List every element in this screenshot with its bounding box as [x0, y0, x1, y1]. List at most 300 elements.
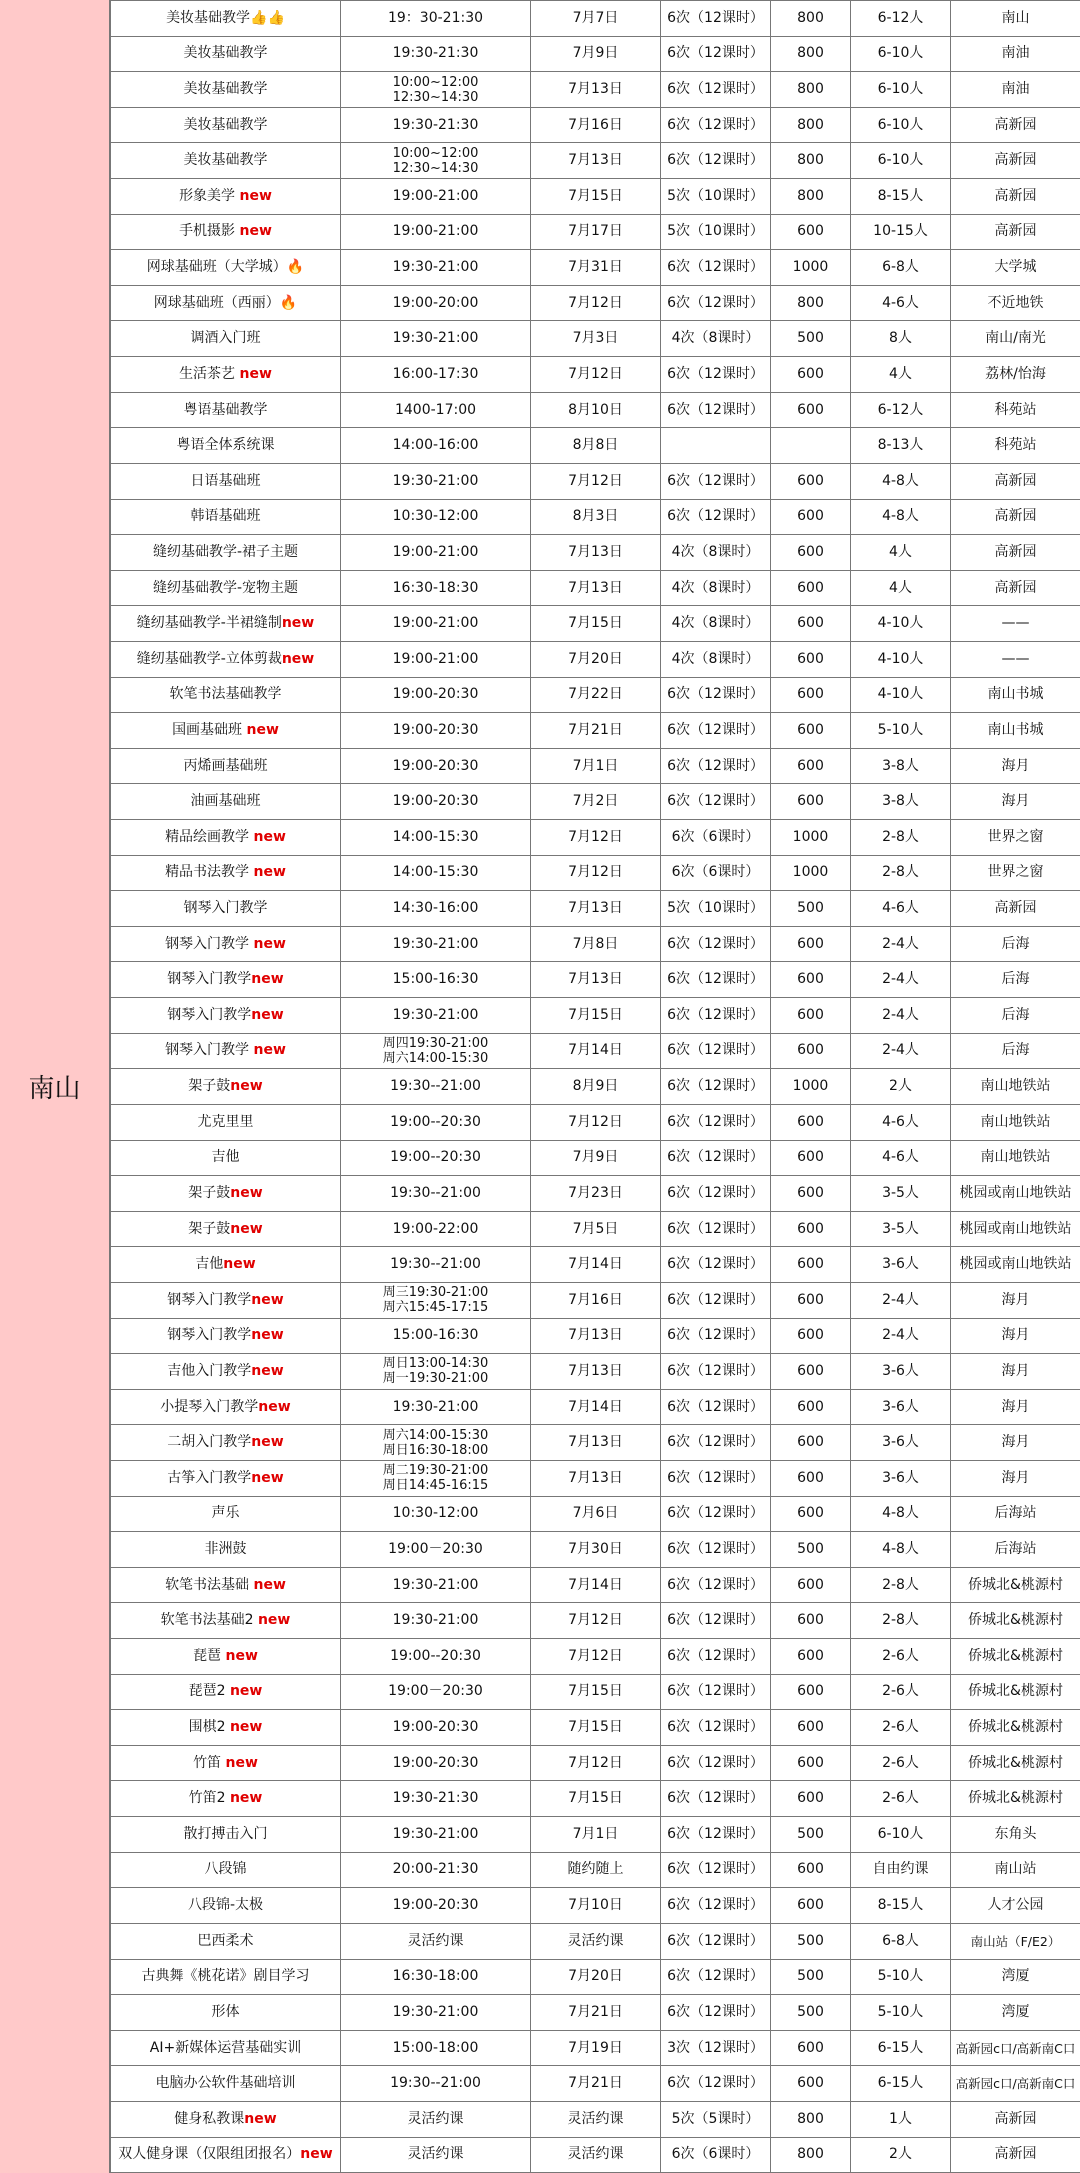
location-cell: 后海 [951, 926, 1080, 962]
course-name: 精品书法教学 [165, 864, 254, 881]
course-name-cell [111, 926, 341, 962]
time-cell [341, 641, 531, 677]
course-name-cell [111, 784, 341, 820]
price-cell: 600 [771, 1745, 851, 1781]
start-date-cell: 7月12日 [531, 1745, 661, 1781]
class-size-cell: 3-5人 [851, 1176, 951, 1212]
price-cell: 1000 [771, 855, 851, 891]
location-cell: 不近地铁 [951, 285, 1080, 321]
time-line: 16:30-18:30 [392, 579, 479, 596]
time-line: 19:00-20:30 [392, 757, 479, 774]
table-row [111, 179, 1080, 215]
price-cell: 600 [771, 1211, 851, 1247]
time-line: 16:30-18:00 [392, 1968, 479, 1985]
time-line: 19:30-21:30 [392, 1790, 479, 1807]
sessions-cell: 4次（8课时） [661, 321, 771, 357]
time-cell [341, 1995, 531, 2031]
course-name: 软笔书法基础2 [160, 1612, 258, 1629]
location-cell: 海月 [951, 1460, 1080, 1496]
class-size-cell: 3-6人 [851, 1460, 951, 1496]
thumbs-up-icon: 👍👍 [250, 9, 285, 26]
course-name-cell [111, 1959, 341, 1995]
sessions-cell: 6次（12课时） [661, 1140, 771, 1176]
sessions-cell: 4次（8课时） [661, 641, 771, 677]
new-tag: new [230, 1220, 263, 1237]
start-date-cell: 7月13日 [531, 143, 661, 179]
new-tag: new [257, 1612, 291, 1629]
class-size-cell: 6-8人 [851, 250, 951, 286]
time-cell [341, 321, 531, 357]
price-cell: 600 [771, 784, 851, 820]
table-row [111, 1995, 1080, 2031]
location-cell: 南油 [951, 36, 1080, 72]
price-cell: 500 [771, 1817, 851, 1853]
time-line: 周一19:30-21:00 [382, 1371, 489, 1387]
price-cell: 600 [771, 499, 851, 535]
table-row [111, 1282, 1080, 1318]
price-cell: 600 [771, 1603, 851, 1639]
course-name: 手机摄影 [179, 223, 240, 240]
class-size-cell: 5-10人 [851, 1959, 951, 1995]
course-name: 电脑办公软件基础培训 [155, 2075, 296, 2092]
location-cell: 高新园 [951, 463, 1080, 499]
course-name-cell [111, 1140, 341, 1176]
location-cell: 南山书城 [951, 713, 1080, 749]
course-name-cell [111, 1995, 341, 2031]
price-cell: 600 [771, 214, 851, 250]
sessions-cell: 6次（12课时） [661, 1425, 771, 1461]
class-size-cell: 6-10人 [851, 36, 951, 72]
time-cell [341, 677, 531, 713]
location-cell: 南山 [951, 1, 1080, 37]
new-tag: new [246, 721, 279, 738]
course-name-cell [111, 143, 341, 179]
start-date-cell: 7月13日 [531, 1425, 661, 1461]
location-cell: 侨城北&桃源村 [951, 1745, 1080, 1781]
time-cell [341, 357, 531, 393]
start-date-cell: 7月15日 [531, 1674, 661, 1710]
sessions-cell: 6次（12课时） [661, 1888, 771, 1924]
course-name: 竹笛2 [188, 1790, 230, 1807]
time-cell [341, 143, 531, 179]
time-line: 14:30-16:00 [392, 900, 479, 917]
table-row [111, 1, 1080, 37]
course-name-cell [111, 1069, 341, 1105]
time-cell [341, 179, 531, 215]
price-cell: 600 [771, 1389, 851, 1425]
location-cell: 高新园 [951, 179, 1080, 215]
sessions-cell: 6次（12课时） [661, 1567, 771, 1603]
price-cell: 800 [771, 107, 851, 143]
price-cell: 600 [771, 1781, 851, 1817]
course-name-cell [111, 1460, 341, 1496]
sessions-cell: 3次（12课时） [661, 2030, 771, 2066]
price-cell: 600 [771, 1852, 851, 1888]
time-line: 19:30-21:30 [392, 116, 479, 133]
time-cell [341, 107, 531, 143]
time-cell [341, 1817, 531, 1853]
new-tag: new [253, 1042, 286, 1059]
sessions-cell: 6次（6课时） [661, 855, 771, 891]
course-name: 双人健身课（仅限组团报名） [118, 2146, 301, 2163]
class-size-cell: 4-8人 [851, 1496, 951, 1532]
price-cell: 800 [771, 72, 851, 108]
time-line: 19:30-21:00 [392, 2003, 479, 2020]
time-line: 灵活约课 [407, 2110, 464, 2127]
course-name-cell [111, 463, 341, 499]
start-date-cell: 7月12日 [531, 855, 661, 891]
class-size-cell: 4-6人 [851, 285, 951, 321]
location-cell: 南山/南光 [951, 321, 1080, 357]
time-line: 15:00-16:30 [392, 1327, 479, 1344]
sessions-cell: 6次（12课时） [661, 2066, 771, 2102]
start-date-cell: 7月12日 [531, 357, 661, 393]
start-date-cell: 7月1日 [531, 1817, 661, 1853]
new-tag: new [258, 1398, 291, 1415]
class-size-cell: 6-10人 [851, 143, 951, 179]
class-size-cell: 2-4人 [851, 1282, 951, 1318]
course-name-cell [111, 321, 341, 357]
new-tag: new [251, 1469, 284, 1486]
time-cell [341, 1923, 531, 1959]
course-name: 软笔书法基础 [165, 1576, 254, 1593]
sessions-cell: 6次（12课时） [661, 285, 771, 321]
table-row [111, 2137, 1080, 2173]
course-name: AI+新媒体运营基础实训 [149, 2039, 302, 2056]
time-line: 19:00--20:30 [390, 1149, 481, 1166]
time-cell [341, 1959, 531, 1995]
location-cell: 高新园c口/高新南C口 [951, 2030, 1080, 2066]
location-cell: 东角头 [951, 1817, 1080, 1853]
table-row [111, 748, 1080, 784]
time-cell [341, 1852, 531, 1888]
price-cell: 600 [771, 998, 851, 1034]
course-name-cell [111, 1888, 341, 1924]
time-cell [341, 2030, 531, 2066]
price-cell: 1000 [771, 820, 851, 856]
location-cell: 南山书城 [951, 677, 1080, 713]
class-size-cell: 4-8人 [851, 499, 951, 535]
price-cell: 800 [771, 1, 851, 37]
price-cell: 600 [771, 677, 851, 713]
time-cell [341, 1745, 531, 1781]
start-date-cell: 7月16日 [531, 107, 661, 143]
start-date-cell: 7月13日 [531, 1460, 661, 1496]
location-cell: 高新园 [951, 499, 1080, 535]
time-line: 19:00-22:00 [392, 1220, 479, 1237]
class-size-cell: 6-12人 [851, 392, 951, 428]
sessions-cell: 6次（12课时） [661, 1995, 771, 2031]
sessions-cell: 4次（8课时） [661, 570, 771, 606]
time-line: 12:30~14:30 [392, 160, 479, 176]
class-size-cell: 3-6人 [851, 1425, 951, 1461]
time-cell [341, 926, 531, 962]
table-row [111, 641, 1080, 677]
course-name-cell [111, 998, 341, 1034]
start-date-cell: 7月12日 [531, 463, 661, 499]
table-row [111, 926, 1080, 962]
class-size-cell: 10-15人 [851, 214, 951, 250]
new-tag: new [253, 1576, 286, 1593]
sessions-cell: 6次（12课时） [661, 926, 771, 962]
location-cell: 侨城北&桃源村 [951, 1567, 1080, 1603]
new-tag: new [251, 1327, 284, 1344]
sessions-cell: 6次（6课时） [661, 2137, 771, 2173]
time-cell [341, 998, 531, 1034]
course-name-cell [111, 962, 341, 998]
location-cell: 高新园c口/高新南C口 [951, 2066, 1080, 2102]
class-size-cell: 4人 [851, 357, 951, 393]
location-cell: 南山站 [951, 1852, 1080, 1888]
location-cell: 高新园 [951, 2101, 1080, 2137]
table-row [111, 1104, 1080, 1140]
sessions-cell: 6次（12课时） [661, 143, 771, 179]
time-line: 20:00-21:30 [392, 1861, 479, 1878]
course-name-cell [111, 392, 341, 428]
class-size-cell: 8-15人 [851, 1888, 951, 1924]
time-cell [341, 1389, 531, 1425]
course-name: 巴西柔术 [197, 1932, 254, 1949]
class-size-cell: 4-8人 [851, 463, 951, 499]
sessions-cell: 5次（10课时） [661, 891, 771, 927]
location-cell: 侨城北&桃源村 [951, 1674, 1080, 1710]
new-tag: new [281, 615, 315, 632]
price-cell: 800 [771, 285, 851, 321]
course-name-cell [111, 36, 341, 72]
course-name: 健身私教课 [174, 2110, 245, 2127]
course-name-cell [111, 214, 341, 250]
time-line: 19:30--21:00 [390, 1256, 481, 1273]
class-size-cell: 6-8人 [851, 1923, 951, 1959]
table-row [111, 713, 1080, 749]
time-line: 19:00－20:30 [388, 1683, 483, 1700]
course-name: 美妆基础教学 [183, 116, 268, 133]
time-line: 灵活约课 [407, 2146, 464, 2163]
class-size-cell: 3-8人 [851, 784, 951, 820]
start-date-cell: 7月13日 [531, 570, 661, 606]
start-date-cell: 7月13日 [531, 1354, 661, 1390]
sessions-cell: 6次（12课时） [661, 1104, 771, 1140]
price-cell: 800 [771, 36, 851, 72]
course-name-cell [111, 1532, 341, 1568]
class-size-cell: 2-4人 [851, 1033, 951, 1069]
location-cell: 高新园 [951, 570, 1080, 606]
course-name: 钢琴入门教学 [183, 900, 268, 917]
time-line: 15:00-16:30 [392, 971, 479, 988]
sessions-cell: 6次（12课时） [661, 1211, 771, 1247]
class-size-cell: 2-4人 [851, 998, 951, 1034]
course-name: 钢琴入门教学 [165, 935, 254, 952]
class-size-cell: 4-6人 [851, 1104, 951, 1140]
price-cell: 600 [771, 1140, 851, 1176]
course-name: 调酒入门班 [190, 330, 261, 347]
course-name: 钢琴入门教学 [167, 1327, 252, 1344]
price-cell: 600 [771, 1176, 851, 1212]
sessions-cell: 6次（12课时） [661, 998, 771, 1034]
course-name: 非洲鼓 [204, 1541, 247, 1557]
table-row [111, 1603, 1080, 1639]
time-line: 19:00-20:30 [392, 1754, 479, 1771]
start-date-cell: 7月7日 [531, 1, 661, 37]
table-row [111, 214, 1080, 250]
fire-icon: 🔥 [286, 259, 305, 276]
table-row [111, 2066, 1080, 2102]
location-cell: 后海站 [951, 1532, 1080, 1568]
start-date-cell: 7月6日 [531, 1496, 661, 1532]
time-line: 14:00-15:30 [392, 828, 479, 845]
class-size-cell: 2-4人 [851, 962, 951, 998]
course-name-cell [111, 499, 341, 535]
class-size-cell: 4-6人 [851, 891, 951, 927]
time-line: 19:30-21:00 [392, 1398, 479, 1415]
start-date-cell: 7月14日 [531, 1247, 661, 1283]
course-name-cell [111, 891, 341, 927]
sessions-cell: 6次（12课时） [661, 748, 771, 784]
class-size-cell: 2-6人 [851, 1710, 951, 1746]
new-tag: new [253, 935, 286, 952]
start-date-cell: 7月13日 [531, 535, 661, 571]
time-line: 19:30-21:00 [392, 472, 479, 489]
start-date-cell: 7月13日 [531, 891, 661, 927]
course-name-cell [111, 1674, 341, 1710]
time-line: 周二19:30-21:00 [382, 1463, 489, 1479]
class-size-cell: 6-10人 [851, 1817, 951, 1853]
sessions-cell: 6次（12课时） [661, 1389, 771, 1425]
table-row [111, 2101, 1080, 2137]
location-cell: 后海 [951, 998, 1080, 1034]
new-tag: new [239, 223, 272, 240]
time-cell [341, 1354, 531, 1390]
sessions-cell: 6次（12课时） [661, 1282, 771, 1318]
price-cell: 600 [771, 1354, 851, 1390]
table-row [111, 1745, 1080, 1781]
course-name-cell [111, 1176, 341, 1212]
time-line: 周四19:30-21:00 [382, 1035, 489, 1051]
table-row [111, 1176, 1080, 1212]
location-cell: 海月 [951, 1354, 1080, 1390]
start-date-cell: 7月12日 [531, 820, 661, 856]
class-size-cell: 2-6人 [851, 1745, 951, 1781]
table-row [111, 1211, 1080, 1247]
course-name-cell [111, 1318, 341, 1354]
time-line: 19:30-21:00 [392, 259, 479, 276]
table-row [111, 285, 1080, 321]
course-name: 日语基础班 [190, 472, 261, 489]
location-cell: 后海站 [951, 1496, 1080, 1532]
price-cell: 600 [771, 1496, 851, 1532]
table-row [111, 1923, 1080, 1959]
sessions-cell: 6次（12课时） [661, 1817, 771, 1853]
course-name: 粤语全体系统课 [176, 437, 275, 454]
time-cell [341, 499, 531, 535]
location-cell: 海月 [951, 748, 1080, 784]
time-line: 10:30-12:00 [392, 508, 479, 525]
new-tag: new [229, 1790, 263, 1807]
start-date-cell: 7月21日 [531, 713, 661, 749]
course-name: 美妆基础教学 [166, 9, 251, 26]
time-line: 16:00-17:30 [392, 365, 479, 382]
class-size-cell: 8-13人 [851, 428, 951, 464]
table-row [111, 1069, 1080, 1105]
time-line: 19:00-20:30 [392, 1897, 479, 1914]
sessions-cell: 5次（5课时） [661, 2101, 771, 2137]
start-date-cell: 灵活约课 [531, 1923, 661, 1959]
time-cell [341, 1781, 531, 1817]
time-line: 19:30-21:00 [392, 1006, 479, 1023]
location-cell: 科苑站 [951, 428, 1080, 464]
sessions-cell: 6次（12课时） [661, 1532, 771, 1568]
location-cell: 人才公园 [951, 1888, 1080, 1924]
sessions-cell: 6次（12课时） [661, 1247, 771, 1283]
course-name-cell [111, 1781, 341, 1817]
table-row [111, 1532, 1080, 1568]
new-tag: new [253, 828, 286, 845]
table-row [111, 463, 1080, 499]
course-name: 琵琶 [193, 1647, 226, 1664]
course-name: 古筝入门教学 [167, 1469, 252, 1486]
table-row [111, 1318, 1080, 1354]
time-line: 19:30--21:00 [390, 1184, 481, 1201]
class-size-cell: 3-6人 [851, 1247, 951, 1283]
new-tag: new [251, 971, 284, 988]
time-line: 周三19:30-21:00 [382, 1285, 489, 1301]
time-cell [341, 1, 531, 37]
class-size-cell: 6-10人 [851, 107, 951, 143]
time-cell [341, 2066, 531, 2102]
class-size-cell: 1人 [851, 2101, 951, 2137]
course-name-cell [111, 1603, 341, 1639]
time-cell [341, 2137, 531, 2173]
location-cell: 桃园或南山地铁站 [951, 1211, 1080, 1247]
location-cell: 南油 [951, 72, 1080, 108]
time-line: 19:30-21:00 [392, 1825, 479, 1842]
time-line: 12:30~14:30 [392, 89, 479, 105]
time-line: 周六15:45-17:15 [382, 1300, 489, 1316]
start-date-cell: 7月20日 [531, 1959, 661, 1995]
course-name: 钢琴入门教学 [165, 1042, 254, 1059]
new-tag: new [281, 650, 315, 667]
class-size-cell: 3-6人 [851, 1354, 951, 1390]
course-name: 小提琴入门教学 [160, 1398, 259, 1415]
course-name: 围棋2 [188, 1719, 230, 1736]
table-row [111, 1354, 1080, 1390]
table-row [111, 2030, 1080, 2066]
start-date-cell: 7月12日 [531, 1603, 661, 1639]
class-size-cell: 6-15人 [851, 2066, 951, 2102]
course-name-cell [111, 677, 341, 713]
start-date-cell: 7月1日 [531, 748, 661, 784]
new-tag: new [251, 1006, 284, 1023]
sessions-cell [661, 428, 771, 464]
location-cell: 南山站（F/E2） [951, 1923, 1080, 1959]
location-cell: 科苑站 [951, 392, 1080, 428]
table-row [111, 392, 1080, 428]
start-date-cell: 7月9日 [531, 36, 661, 72]
start-date-cell: 8月10日 [531, 392, 661, 428]
sessions-cell: 6次（12课时） [661, 1923, 771, 1959]
table-row [111, 72, 1080, 108]
time-cell [341, 1425, 531, 1461]
price-cell: 600 [771, 2030, 851, 2066]
sessions-cell: 6次（12课时） [661, 357, 771, 393]
time-line: 19:30-21:30 [392, 45, 479, 62]
start-date-cell: 7月19日 [531, 2030, 661, 2066]
course-name: 古典舞《桃花诺》剧目学习 [141, 1968, 310, 1985]
time-cell [341, 1674, 531, 1710]
sessions-cell: 6次（12课时） [661, 1959, 771, 1995]
course-name-cell [111, 285, 341, 321]
time-cell [341, 250, 531, 286]
